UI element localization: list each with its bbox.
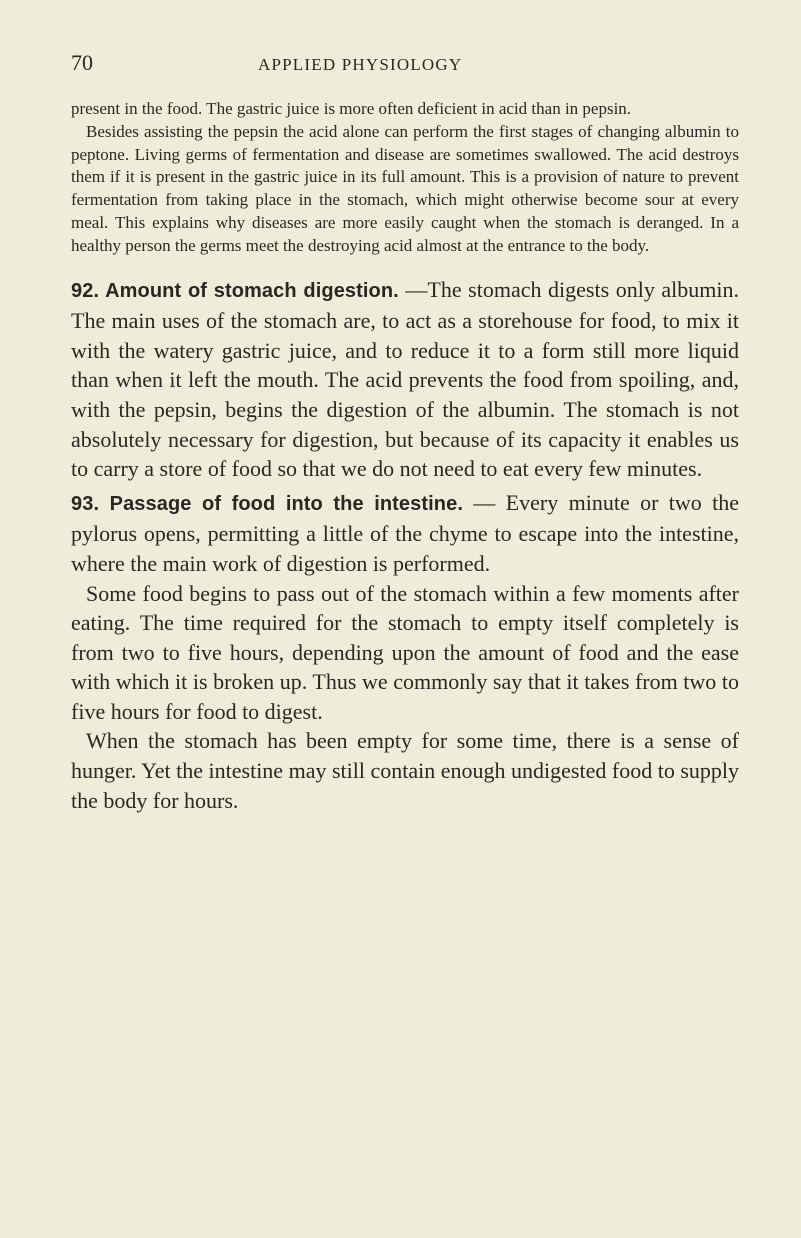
heading-separator: — — [398, 276, 428, 302]
section-heading-93 — [71, 493, 463, 515]
paragraph: Some food begins to pass out of the stomach within a few moments after eating. The time required for the stomach to empty itself completely is from two to five hours, depending upon the amount of food and the ease with which it is broken up. Thus we commonly say that it takes from two to five hours for food to digest. — [71, 580, 739, 724]
running-title: APPLIED PHYSIOLOGY — [258, 55, 463, 74]
section-title: Passage of food into the intestine. — [109, 492, 463, 515]
section-body: The stomach digests only albumin. The main uses of the stomach are, to act as a storehouse for food, to mix it with the watery gastric juice, and to reduce it to a form still more liquid than when it left the mouth. The acid prevents the food from spoiling, and, with the pepsin, begins the digestion of the albumin. The stomach is not absolutely necessary for digestion, but because of its capacity it enables us to carry a store of food so that we do not need to eat every few minutes. — [71, 276, 740, 482]
section-title: Amount of stomach digestion. — [105, 279, 399, 302]
paragraph: present in the food. The gastric juice is more often deficient in acid than in pepsin. — [71, 99, 632, 118]
continued-text — [71, 98, 739, 258]
running-head — [71, 50, 739, 80]
section-number: 92. — [71, 279, 100, 302]
main-text — [71, 275, 739, 816]
page-number: 70 — [71, 50, 93, 75]
section-heading-92 — [71, 280, 399, 302]
paragraph: When the stomach has been empty for some time, there is a sense of hunger. Yet the intestine may still contain enough undigested food to supply the body for hours. — [71, 728, 739, 813]
paragraph: Besides assisting the pepsin the acid alone can perform the first stages of changing albumin to peptone. Living germs of fermentation and disease are sometimes swallowed. The acid destroys them if it is present in the gastric juice in its full amount. This is a provision of nature to prevent fermentation from taking place in the stomach, which might otherwise become sour at every meal. This explains why diseases are more easily caught when the stomach is deranged. In a healthy person the germs meet the destroying acid almost at the entrance to the body. — [71, 121, 739, 255]
section-92 — [71, 275, 739, 484]
section-93 — [71, 488, 739, 579]
heading-separator: — — [463, 489, 506, 515]
section-number: 93. — [71, 492, 100, 515]
section-body: Every minute or two the pylorus opens, permitting a little of the chyme to escape into the intestine, where the main work of digestion is performed. — [71, 489, 739, 576]
book-page — [71, 50, 739, 815]
